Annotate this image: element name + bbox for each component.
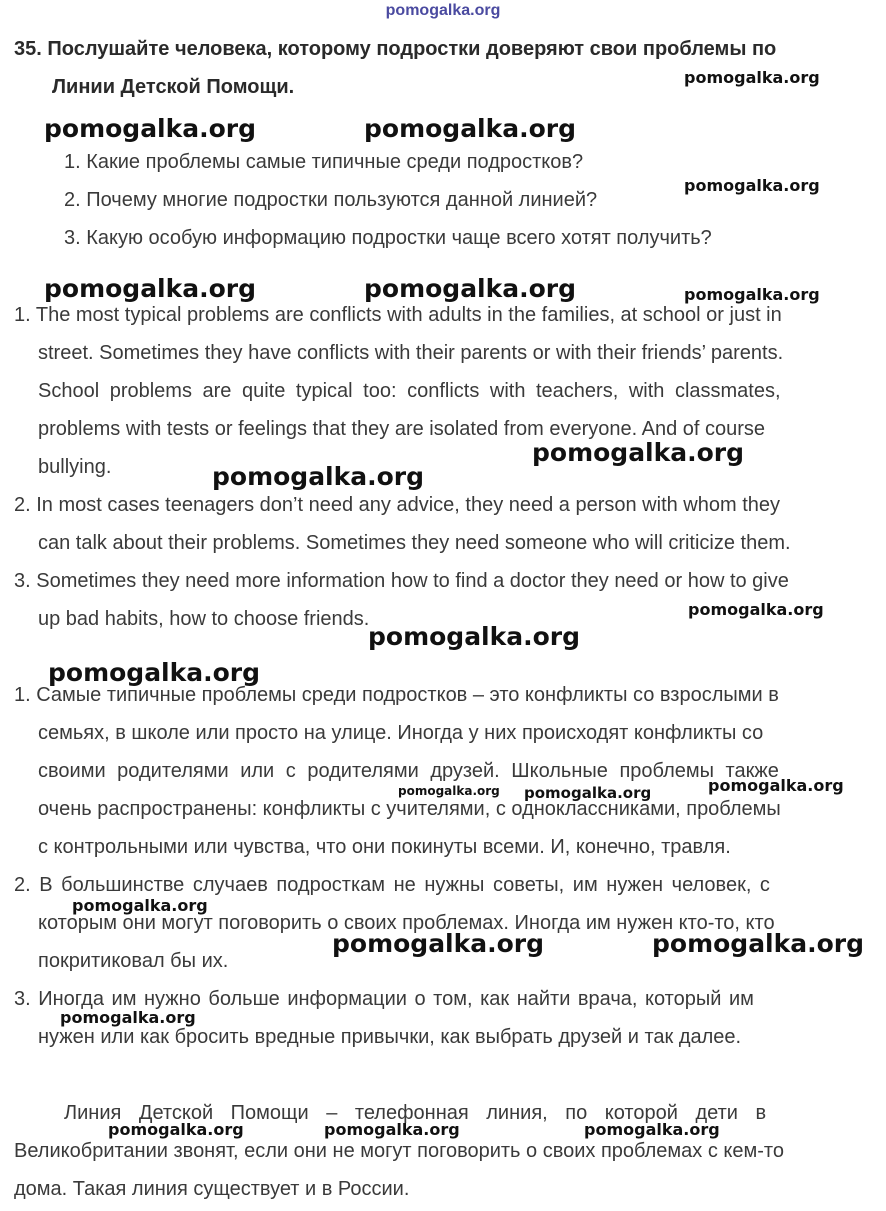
- ru-answer-1-line-5: с контрольными или чувства, что они покинуты всеми. И, конечно, травля.: [38, 836, 731, 858]
- exercise-title-line2: Линии Детской Помощи.: [52, 76, 295, 98]
- watermark: pomogalka.org: [684, 68, 820, 87]
- question-2: 2. Почему многие подростки пользуются данной линией?: [64, 189, 598, 211]
- question-1: 1. Какие проблемы самые типичные среди подростков?: [64, 151, 584, 173]
- exercise-number: 35.: [14, 38, 42, 60]
- watermark: pomogalka.org: [524, 784, 652, 802]
- exercise-title-line1: Послушайте человека, которому подростки доверяют свои проблемы по: [47, 38, 777, 60]
- ru-answer-3-line-2: нужен или как бросить вредные привычки, как выбрать друзей и так далее.: [38, 1026, 742, 1048]
- watermark: pomogalka.org: [324, 1120, 460, 1139]
- note-line-2: Великобритании звонят, если они не могут поговорить о своих проблемах с кем-то: [14, 1140, 784, 1162]
- en-answer-1-line-2: street. Sometimes they have conflicts with their parents or with their friends’ parents.: [38, 342, 784, 364]
- watermark: pomogalka.org: [684, 285, 820, 304]
- ru-answer-1-line-1: 1. Самые типичные проблемы среди подростков – это конфликты со взрослыми в: [14, 684, 779, 706]
- en-answer-3-line-1: 3. Sometimes they need more information how to find a doctor they need or how to give: [14, 570, 789, 592]
- ru-answer-2-line-3: покритиковал бы их.: [38, 950, 229, 972]
- ru-answer-1-line-3: своими родителями или с родителями друзей. Школьные проблемы также: [38, 760, 779, 782]
- watermark: pomogalka.org: [212, 462, 425, 491]
- en-answer-1-line-1: 1. The most typical problems are conflicts with adults in the families, at school or just in: [14, 304, 782, 326]
- note-line-1: Линия Детской Помощи – телефонная линия, по которой дети в: [64, 1102, 767, 1124]
- ru-answer-1-line-4: очень распространены: конфликты с учителями, с одноклассниками, проблемы: [38, 798, 781, 820]
- exercise-title: [14, 38, 776, 61]
- watermark: pomogalka.org: [708, 776, 844, 795]
- watermark: pomogalka.org: [398, 784, 500, 798]
- en-answer-2-line-2: can talk about their problems. Sometimes they need someone who will criticize them.: [38, 532, 791, 554]
- watermark: pomogalka.org: [364, 114, 577, 143]
- ru-answer-2-line-2: которым они могут поговорить о своих проблемах. Иногда им нужен кто-то, кто: [38, 912, 775, 934]
- watermark: pomogalka.org: [584, 1120, 720, 1139]
- ru-answer-1-line-2: семьях, в школе или просто на улице. Иногда у них происходят конфликты со: [38, 722, 764, 744]
- note-line-3: дома. Такая линия существует и в России.: [14, 1178, 410, 1200]
- en-answer-1-line-5: bullying.: [38, 456, 112, 478]
- watermark: pomogalka.org: [652, 929, 865, 958]
- watermark: pomogalka.org: [532, 438, 745, 467]
- watermark: pomogalka.org: [108, 1120, 244, 1139]
- watermark: pomogalka.org: [364, 274, 577, 303]
- watermark: pomogalka.org: [44, 274, 257, 303]
- watermark: pomogalka.org: [44, 114, 257, 143]
- top-watermark: pomogalka.org: [385, 2, 501, 19]
- ru-answer-2-line-1: 2. В большинстве случаев подросткам не нужны советы, им нужен человек, с: [14, 874, 770, 896]
- watermark: pomogalka.org: [684, 176, 820, 195]
- en-answer-3-line-2: up bad habits, how to choose friends.: [38, 608, 370, 630]
- watermark: pomogalka.org: [368, 622, 581, 651]
- en-answer-1-line-4: problems with tests or feelings that they are isolated from everyone. And of course: [38, 418, 766, 440]
- watermark: pomogalka.org: [60, 1008, 196, 1027]
- watermark: pomogalka.org: [48, 658, 261, 687]
- en-answer-2-line-1: 2. In most cases teenagers don’t need any advice, they need a person with whom they: [14, 494, 781, 516]
- watermark: pomogalka.org: [72, 896, 208, 915]
- en-answer-1-line-3: School problems are quite typical too: conflicts with teachers, with classmates,: [38, 380, 781, 402]
- watermark: pomogalka.org: [332, 929, 545, 958]
- watermark: pomogalka.org: [688, 600, 824, 619]
- ru-answer-3-line-1: 3. Иногда им нужно больше информации о том, как найти врача, который им: [14, 988, 754, 1010]
- question-3: 3. Какую особую информацию подростки чаще всего хотят получить?: [64, 227, 712, 249]
